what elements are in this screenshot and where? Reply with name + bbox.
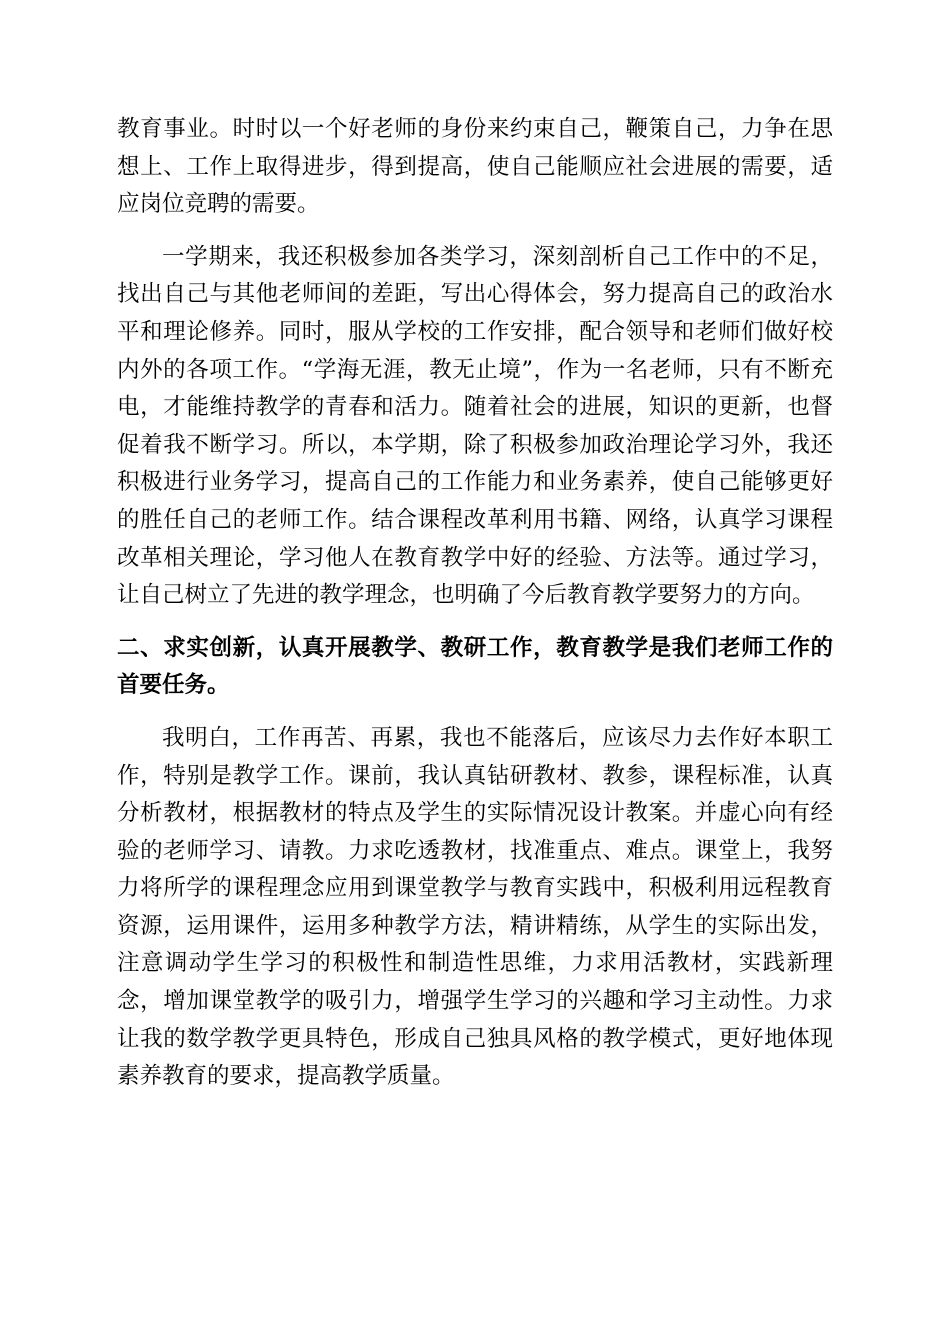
section-heading: 二、求实创新，认真开展教学、教研工作，教育教学是我们老师工作的首要任务。 bbox=[117, 634, 833, 699]
paragraph-continuation: 教育事业。时时以一个好老师的身份来约束自己，鞭策自己，力争在思想上、工作上取得进步，得到提高，使自己能顺应社会进展的需要，适应岗位竞聘的需要。 bbox=[117, 116, 833, 218]
paragraph-study: 一学期来，我还积极参加各类学习，深刻剖析自己工作中的不足，找出自己与其他老师间的差距，写出心得体会，努力提高自己的政治水平和理论修养。同时，服从学校的工作安排，配合领导和老师们做好校内外的各项工作。“学海无涯，教无止境”，作为一名老师，只有不断充电，才能维持教学的青春和活力。随着社会的进展，知识的更新，也督促着我不断学习。所以，本学期，除了积极参加政治理论学习外，我还积极进行业务学习，提高自己的工作能力和业务素养，使自己能够更好的胜任自己的老师工作。结合课程改革利用书籍、网络，认真学习课程改革相关理论，学习他人在教育教学中好的经验、方法等。通过学习，让自己树立了先进的教学理念，也明确了今后教育教学要努力的方向。 bbox=[117, 243, 833, 609]
paragraph-teaching: 我明白，工作再苦、再累，我也不能落后，应该尽力去作好本职工作，特别是教学工作。课前，我认真钻研教材、教参，课程标准，认真分析教材，根据教材的特点及学生的实际情况设计教案。并虚心向有经验的老师学习、请教。力求吃透教材，找准重点、难点。课堂上，我努力将所学的课程理念应用到课堂教学与教育实践中，积极利用远程教育资源，运用课件，运用多种教学方法，精讲精练，从学生的实际出发，注意调动学生学习的积极性和制造性思维，力求用活教材，实践新理念，增加课堂教学的吸引力，增强学生学习的兴趣和学习主动性。力求让我的数学教学更具特色，形成自己独具风格的教学模式，更好地体现素养教育的要求，提高教学质量。 bbox=[117, 724, 833, 1090]
document-page bbox=[117, 111, 833, 1111]
